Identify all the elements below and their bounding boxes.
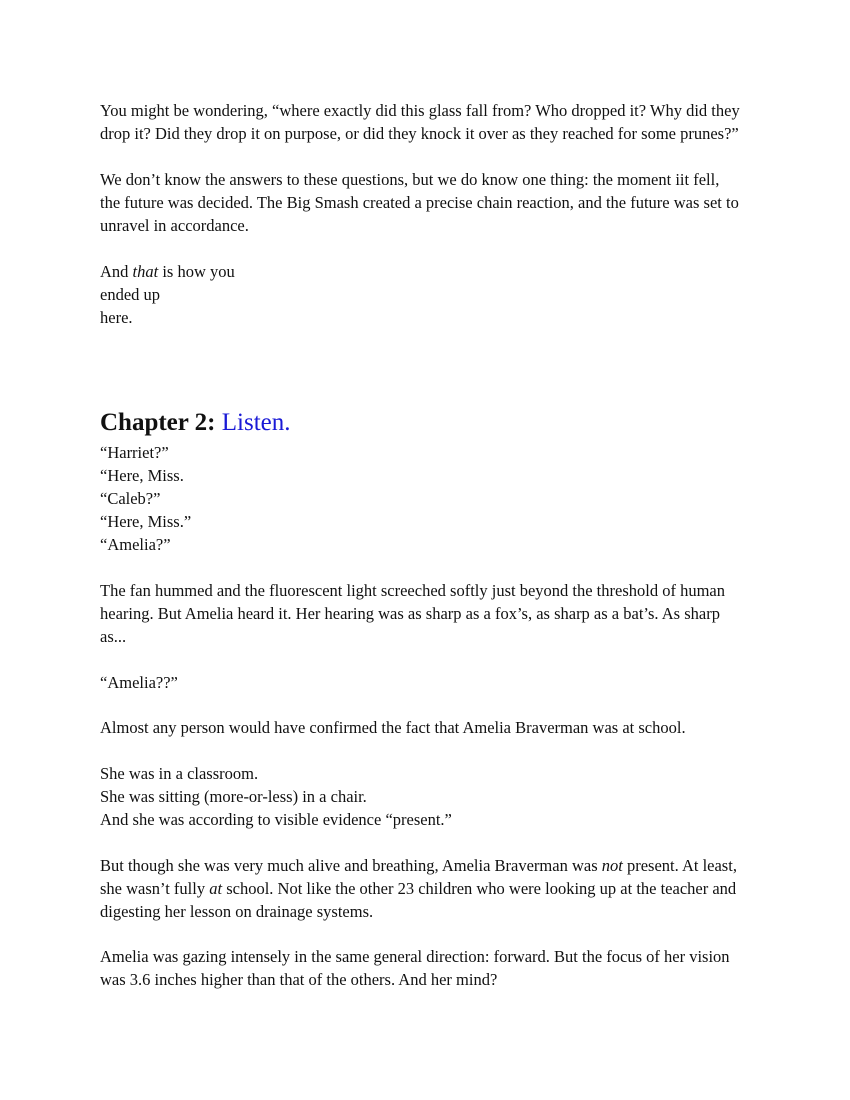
chapter-heading — [100, 406, 291, 440]
paragraph-line: Almost any person would have confirmed the fact that Amelia Braverman was at school. — [100, 718, 686, 737]
paragraph-line: ended up — [100, 285, 161, 304]
emphasis-text: not — [601, 856, 623, 875]
paragraph-line: She was sitting (more-or-less) in a chair. — [100, 787, 367, 806]
emphasis-text: at — [209, 879, 223, 898]
text-run: school. Not like the other 23 children who were looking up at the teacher and — [222, 879, 737, 898]
paragraph-line: And she was according to visible evidence “present.” — [100, 810, 452, 829]
paragraph-line: Amelia was gazing intensely in the same general direction: forward. But the focus of her vision — [100, 947, 730, 966]
dialogue-line: “Amelia?” — [100, 535, 171, 554]
chapter-label: Chapter 2: — [100, 409, 222, 436]
paragraph-line: digesting her lesson on drainage systems. — [100, 902, 374, 921]
text-run: she wasn’t fully — [100, 879, 210, 898]
text-run: But though she was very much alive and breathing, Amelia Braverman was — [100, 856, 602, 875]
paragraph-line: The fan hummed and the fluorescent light screeched softly just beyond the threshold of human — [100, 581, 725, 600]
paragraph-line: drop it? Did they drop it on purpose, or did they knock it over as they reached for some prunes?” — [100, 124, 739, 143]
dialogue-line: “Here, Miss.” — [100, 512, 192, 531]
paragraph-line: was 3.6 inches higher than that of the others. And her mind? — [100, 970, 498, 989]
paragraph-line: unravel in accordance. — [100, 216, 249, 235]
paragraph-line — [100, 854, 737, 877]
chapter-title-link[interactable]: Listen. — [221, 409, 291, 436]
dialogue-line: “Caleb?” — [100, 489, 161, 508]
emphasis-text: that — [132, 262, 159, 281]
paragraph-line — [100, 877, 736, 900]
paragraph-line: here. — [100, 308, 133, 327]
dialogue-line: “Harriet?” — [100, 443, 169, 462]
dialogue-line: “Amelia??” — [100, 673, 178, 692]
text-run: is how you — [158, 262, 235, 281]
dialogue-line: “Here, Miss. — [100, 466, 184, 485]
text-run: present. At least, — [622, 856, 737, 875]
paragraph-line — [100, 260, 235, 283]
text-run: And — [100, 262, 133, 281]
paragraph-line: You might be wondering, “where exactly did this glass fall from? Who dropped it? Why did they — [100, 101, 740, 120]
paragraph-line: hearing. But Amelia heard it. Her hearing was as sharp as a fox’s, as sharp as a bat’s. As sharp — [100, 604, 720, 623]
paragraph-line: We don’t know the answers to these questions, but we do know one thing: the moment iit fell, — [100, 170, 720, 189]
paragraph-line: the future was decided. The Big Smash created a precise chain reaction, and the future was set to — [100, 193, 739, 212]
paragraph-line: as... — [100, 627, 127, 646]
paragraph-line: She was in a classroom. — [100, 764, 259, 783]
